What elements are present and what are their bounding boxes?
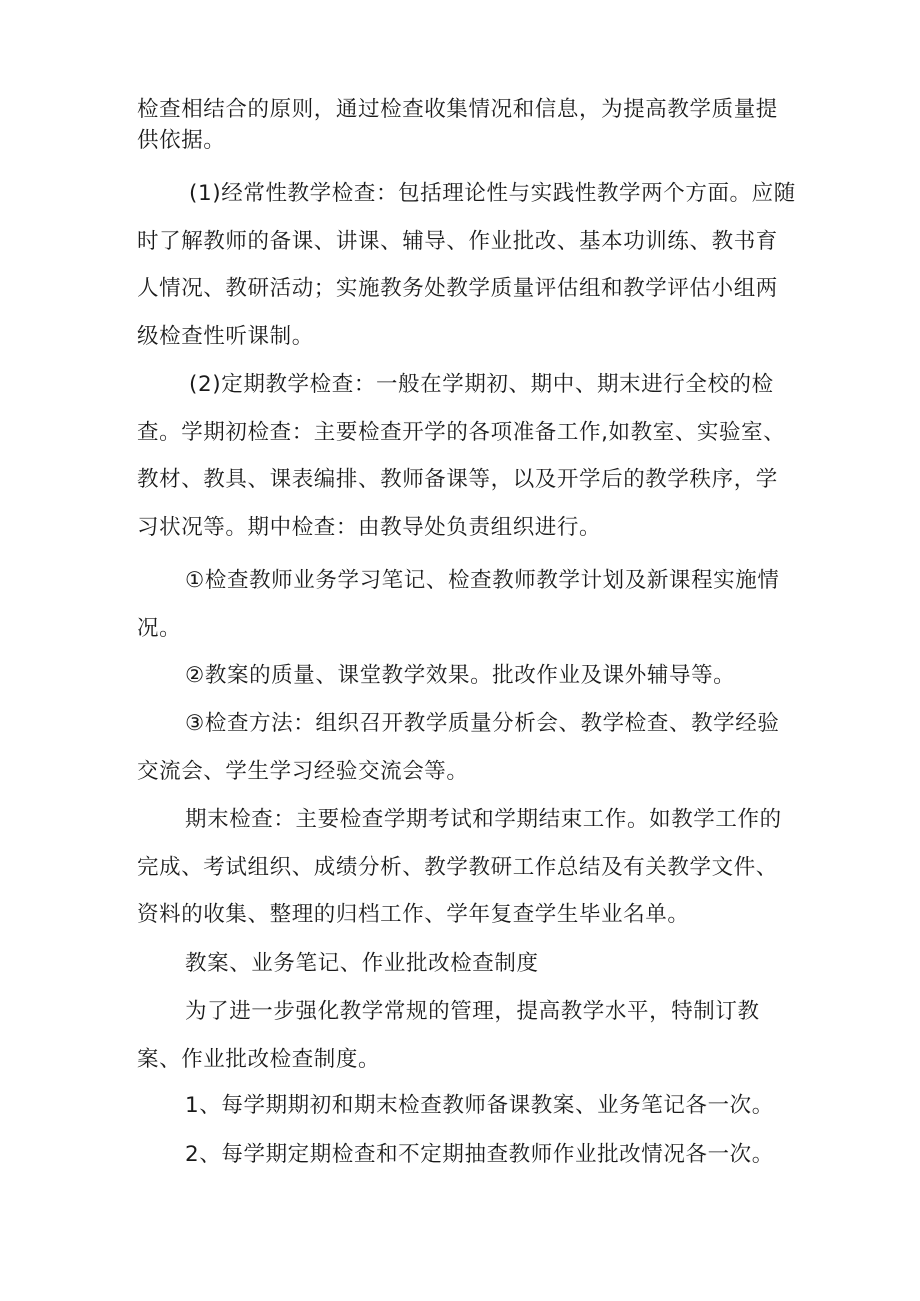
paragraph-rule-1: 1、每学期期初和期末检查教师备课教案、业务笔记各一次。 [185,1093,774,1118]
paragraph-rule-2: 2、每学期定期检查和不定期抽查教师作业批改情况各一次。 [185,1142,774,1167]
paragraph-item-2: ②教案的质量、课堂教学效果。批改作业及课外辅导等。 [185,663,736,688]
paragraph-regular-inspection: (1)经常性教学检查：包括理论性与实践性教学两个方面。应随时了解教师的备课、讲课、辅导、作业批改、基本功训练、教书育人情况、教研活动；实施教务处教学质量评估组和教学评估小组两级检查性听课制。 [137,181,796,349]
paragraph-continuation: 检查相结合的原则，通过检查收集情况和信息，为提高教学质量提供依据。 [137,97,778,153]
paragraph-item-1: ①检查教师业务学习笔记、检查教师教学计划及新课程实施情况。 [137,568,780,641]
paragraph-purpose: 为了进一步强化教学常规的管理，提高教学水平，特制订教案、作业批改检查制度。 [137,999,760,1072]
section-heading: 教案、业务笔记、作业批改检查制度 [185,951,539,976]
paragraph-final-inspection: 期末检查：主要检查学期考试和学期结束工作。如教学工作的完成、考试组织、成绩分析、教学教研工作总结及有关教学文件、资料的收集、整理的归档工作、学年复查学生毕业名单。 [137,807,782,927]
paragraph-item-3: ③检查方法：组织召开教学质量分析会、教学检查、教学经验交流会、学生学习经验交流会等。 [137,711,780,784]
paragraph-periodic-inspection: (2)定期教学检查：一般在学期初、期中、期末进行全校的检查。学期初检查：主要检查开学的各项准备工作,如教室、实验室、教材、教具、课表编排、教师备课等，以及开学后的教学秩序，学习状况等。期中检查：由教导处负责组织进行。 [137,372,786,540]
